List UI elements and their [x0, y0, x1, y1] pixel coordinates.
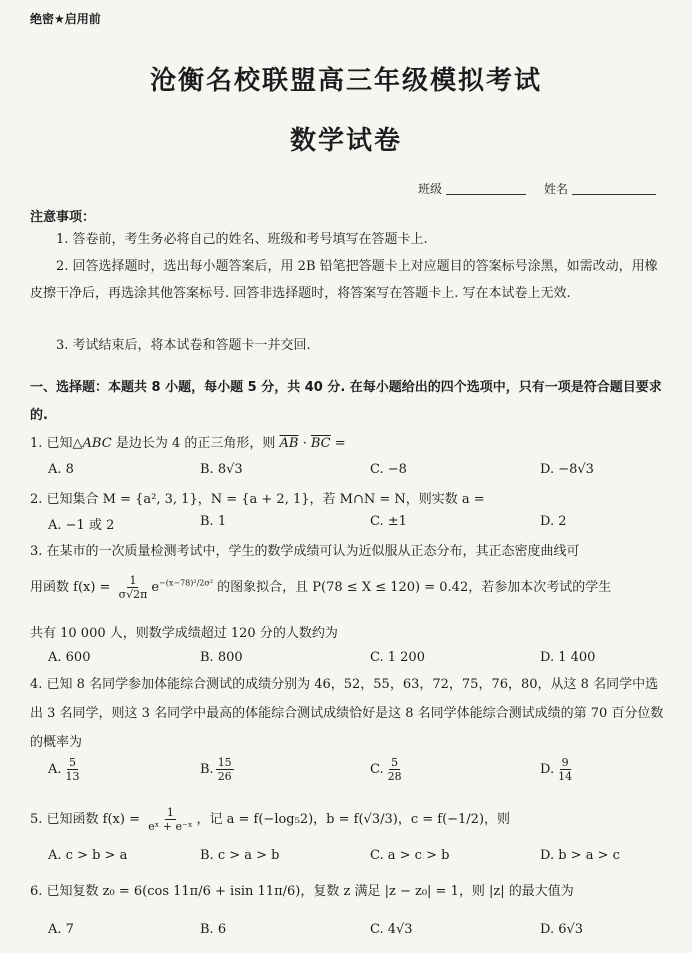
question-6-stem: 6. 已知复数 z₀ = 6(cos 11π/6 + isin 11π/6)，复数 z 满足 |z − z₀| = 1，则 |z| 的最大值为 [30, 884, 574, 899]
confidential-mark: 绝密★启用前 [30, 12, 101, 26]
q6-option-a: A. 7 [48, 922, 74, 937]
exam-title: 沧衡名校联盟高三年级模拟考试 [149, 66, 542, 96]
q3-option-a: A. 600 [48, 650, 91, 665]
q5-option-c: C. a > c > b [370, 848, 450, 863]
q1-option-d: D. −8√3 [540, 462, 594, 477]
q6-option-b: B. 6 [200, 922, 227, 937]
class-blank [446, 194, 526, 195]
question-3-line-2: 用函数 f(x) = $\frac{1}{\sigma√2\pi}$ $e^{-(x-78)^2/2\sigma^2}$ 的图象拟合，且 P(78 ≤ X ≤ 120) = 0.42，若参加本次考试的学生 [30, 574, 612, 601]
q3-option-c: C. 1 200 [370, 650, 425, 665]
notice-item-3: 3. 考试结束后，将本试卷和答题卡一并交回. [56, 338, 311, 353]
q5-fraction: $\frac{1}{\text{eˣ + e⁻ˣ}}$ [148, 806, 193, 833]
notice-heading: 注意事项： [30, 210, 96, 225]
q1-option-c: C. −8 [370, 462, 407, 477]
q4-option-d: D. $\frac{9}{14}$ [540, 756, 573, 783]
q4-option-b: B. $\frac{15}{26}$ [200, 756, 232, 783]
question-5-stem: 5. 已知函数 f(x) = $\frac{1}{\text{eˣ + e⁻ˣ}}$ ，记 a = f(−log₅2)，b = f(√3/3)，c = f(−1/2)，则 [30, 806, 511, 833]
q4-option-a: A. $\frac{5}{13}$ [48, 756, 80, 783]
question-3-line-3: 共有 10 000 人，则数学成绩超过 120 分的人数约为 [30, 626, 338, 641]
q5-option-b: B. c > a > b [200, 848, 280, 863]
notice-item-1: 1. 答卷前，考生务必将自己的姓名、班级和考号填写在答题卡上. [56, 232, 428, 247]
question-3-line-1: 3. 在某市的一次质量检测考试中，学生的数学成绩可认为近似服从正态分布，其正态密度曲线可 [30, 544, 580, 559]
notice-item-2: 2. 回答选择题时，选出每小题答案后，用 2B 铅笔把答题卡上对应题目的答案标号涂黑，如需改动，用橡皮擦干净后，再选涂其他答案标号. 回答非选择题时，将答案写在答题卡上. 写在本试卷上无效. [30, 259, 658, 301]
class-label: 班级 [418, 182, 443, 196]
question-4-stem: 4. 已知 8 名同学参加体能综合测试的成绩分别为 46，52，55，63，72，75，76，80，从这 8 名同学中选出 3 名同学，则这 3 名同学中最高的体能综合测试成绩恰好是这 8 名同学体能综合测试成绩的第 70 百分位数的概率为 [30, 677, 664, 750]
q2-option-d: D. 2 [540, 514, 567, 529]
class-field [418, 180, 526, 197]
q3-fraction: $\frac{1}{\sigma√2\pi}$ [118, 574, 148, 601]
q1-option-a: A. 8 [48, 462, 74, 477]
q6-option-d: D. 6√3 [540, 922, 584, 937]
q3-option-d: D. 1 400 [540, 650, 596, 665]
q6-option-c: C. 4√3 [370, 922, 413, 937]
question-1-stem: 1. 已知△ABC 是边长为 4 的正三角形，则 $\overline{AB} \cdot \overline{BC}$ = [30, 436, 346, 451]
name-label: 姓名 [544, 182, 569, 196]
name-blank [572, 194, 656, 195]
q1-option-b: B. 8√3 [200, 462, 243, 477]
vector-ab: $\overline{AB}$ [279, 436, 299, 451]
section-heading: 一、选择题：本题共 8 小题，每小题 5 分，共 40 分. 在每小题给出的四个选项中，只有一项是符合题目要求的. [30, 380, 662, 423]
vector-bc: $\overline{BC}$ [310, 436, 331, 451]
q2-option-c: C. ±1 [370, 514, 407, 529]
q3-option-b: B. 800 [200, 650, 243, 665]
exam-subtitle: 数学试卷 [289, 126, 402, 156]
q5-option-d: D. b > a > c [540, 848, 620, 863]
q2-option-a: A. −1 或 2 [48, 518, 115, 533]
q5-option-a: A. c > b > a [48, 848, 128, 863]
question-2-stem: 2. 已知集合 M = {a², 3, 1}，N = {a + 2, 1}，若 M∩N = N，则实数 a = [30, 492, 485, 507]
q2-option-b: B. 1 [200, 514, 227, 529]
q4-option-c: C. $\frac{5}{28}$ [370, 756, 402, 783]
name-field [544, 180, 656, 197]
